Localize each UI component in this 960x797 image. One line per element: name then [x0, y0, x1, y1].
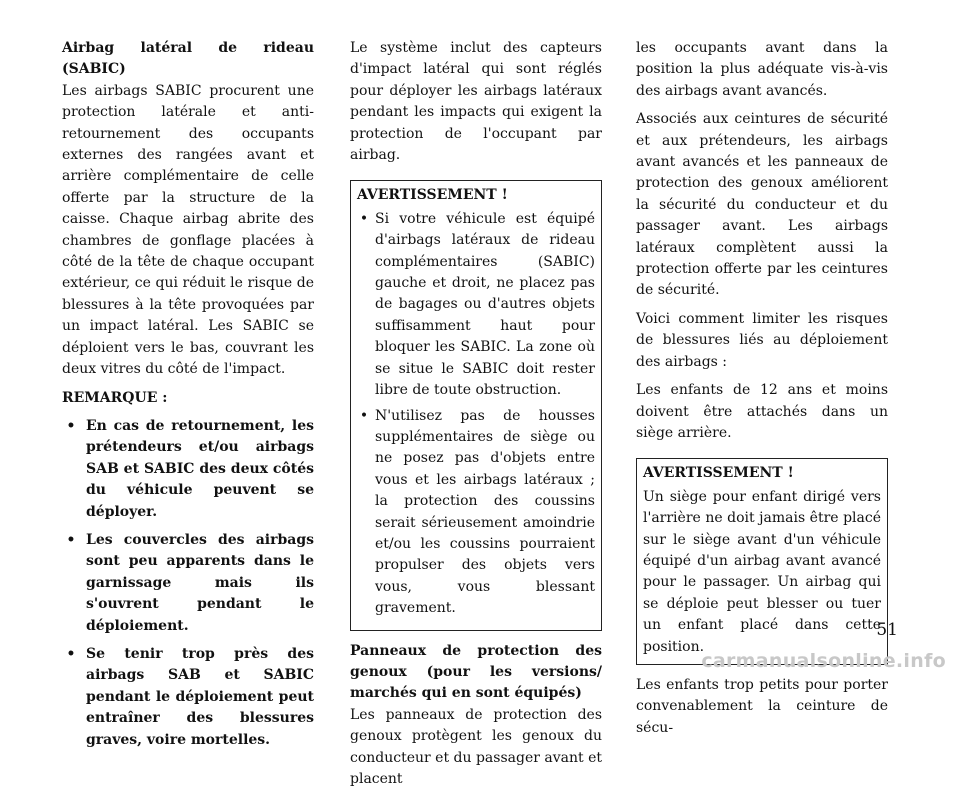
bullet-icon: •: [359, 407, 369, 424]
warning-list: [357, 209, 595, 620]
warning-box-sabic: [350, 180, 602, 630]
column-left: [62, 38, 314, 758]
remark-text: En cas de retournement, les prétendeurs et/ou airbags SAB et SABIC des deux côtés du véhicule peuvent se déployer.: [86, 417, 314, 520]
warning-item: [357, 406, 595, 620]
knee-panel-description: Les panneaux de protection des genoux protègent les genoux du conducteur et du passager avant et placent: [350, 706, 602, 787]
paragraph-small-children: Les enfants trop petits pour porter convenablement la ceinture de sécu-: [636, 676, 888, 736]
column-right: [636, 38, 888, 746]
paragraph-children-rear: Les enfants de 12 ans et moins doivent être attachés dans un siège arrière.: [636, 382, 888, 441]
paragraph-combined-protection: Associés aux ceintures de sécurité et aux prétendeurs, les airbags avant avancés et les panneaux de protection des genoux améliorent la sécurité du conducteur et du passager avant. Les airbags latéraux complètent aussi la protection offerte par les ceintures de sécurité.: [636, 111, 888, 299]
remark-item: [62, 530, 314, 637]
warning-text: N'utilisez pas de housses supplémentaires de siège ou ne posez pas d'objets entre vous et les airbags latéraux ; la protection des coussins serait sérieusement amoindrie et/ou les coussins pourraient propulser des objets vers vous, vous blessant gravement.: [375, 407, 595, 617]
bullet-icon: •: [66, 645, 76, 662]
paragraph-risk-intro: Voici comment limiter les risques de blessures liés au déploiement des airbags :: [636, 310, 888, 370]
page-number: 51: [876, 620, 898, 640]
warning-title: AVERTISSEMENT !: [643, 465, 794, 482]
sabic-description: Les airbags SABIC procurent une protection latérale et anti-retournement des occupants externes des rangées avant et arrière complémentaire de celle offerte par la structure de la caisse. Chaque airbag abrite des chambres de gonflage placées à côté de la tête de chaque occupant extérieur, ce qui réduit le risque de blessures à la tête provoquées par un impact latéral. Les SABIC se déploient vers le bas, couvrant les deux vitres du côté de l'impact.: [62, 82, 314, 378]
knee-panel-heading: Panneaux de protection des genoux (pour les versions/ marchés qui en sont équipés): [350, 642, 602, 702]
remark-item: [62, 416, 314, 523]
warning-box-child-seat: [636, 458, 888, 665]
paragraph-occupant-position: les occupants avant dans la position la plus adéquate vis-à-vis des airbags avant avancés.: [636, 40, 888, 99]
remark-label: REMARQUE :: [62, 389, 168, 406]
bullet-icon: •: [66, 417, 76, 434]
warning-item: [357, 209, 595, 402]
remark-list: [62, 416, 314, 751]
bullet-icon: •: [66, 531, 76, 548]
sabic-heading: Airbag latéral de rideau (SABIC): [62, 40, 314, 78]
remark-text: Se tenir trop près des airbags SAB et SABIC pendant le déploiement peut entraîner des blessures graves, voire mortelles.: [86, 645, 314, 748]
warning-text: Un siège pour enfant dirigé vers l'arrière ne doit jamais être placé sur le siège avant d'un véhicule équipé d'un airbag avant avancé pour le passager. Un airbag qui se déploie peut blesser ou tuer un enfant placé dans cette position.: [643, 488, 881, 655]
remark-text: Les couvercles des airbags sont peu apparents dans le garnissage mais ils s'ouvrent pendant le déploiement.: [86, 531, 314, 634]
sensor-intro: Le système inclut des capteurs d'impact latéral qui sont réglés pour déployer les airbags latéraux pendant les impacts qui exigent la protection de l'occupant par airbag.: [350, 40, 602, 164]
warning-title: AVERTISSEMENT !: [357, 187, 508, 204]
remark-item: [62, 644, 314, 751]
bullet-icon: •: [359, 210, 369, 227]
column-middle: [350, 38, 602, 797]
watermark: carmanualsonline.info: [701, 650, 946, 672]
warning-text: Si votre véhicule est équipé d'airbags latéraux de rideau complémentaires (SABIC) gauche et droit, ne placez pas de bagages ou d'autres objets suffisamment haut pour bloquer les SABIC. La zone où se situe le SABIC doit rester libre de toute obstruction.: [375, 210, 595, 399]
